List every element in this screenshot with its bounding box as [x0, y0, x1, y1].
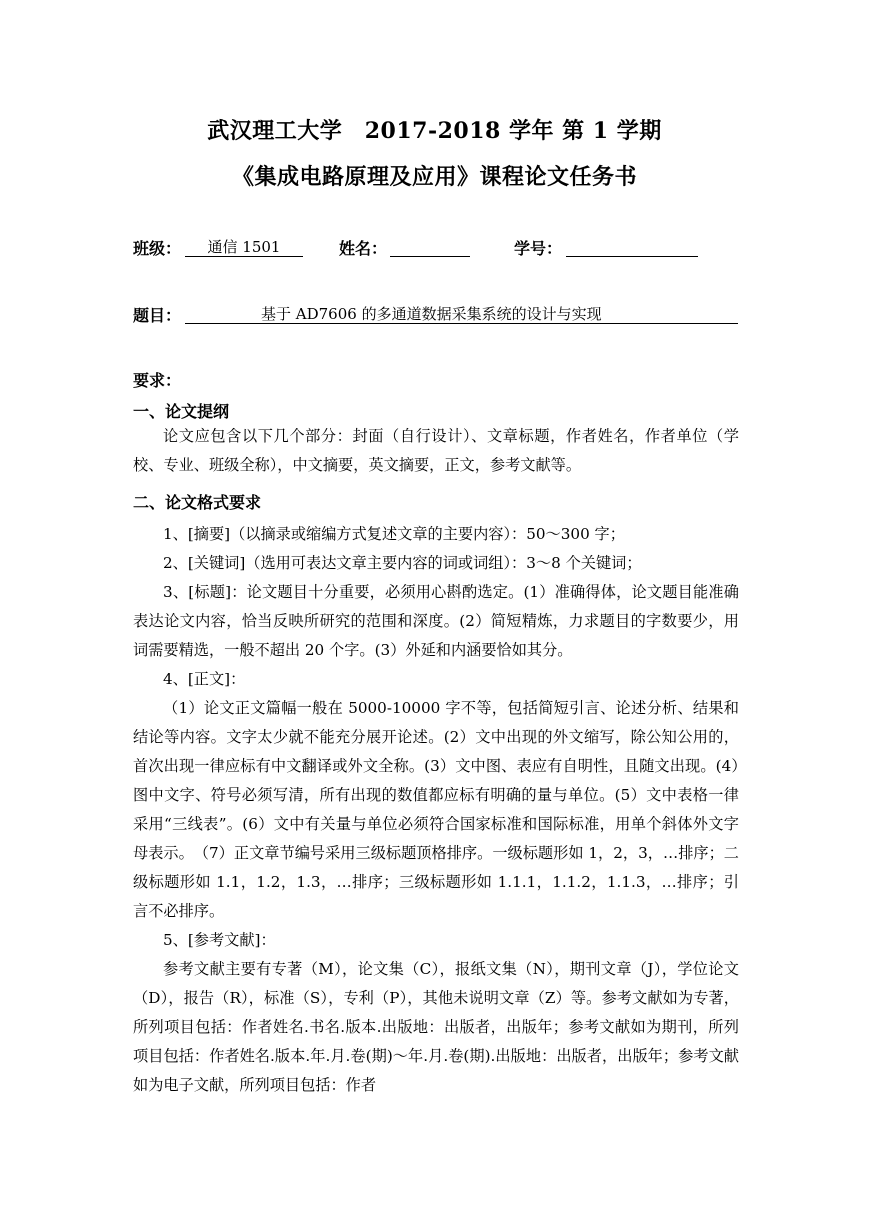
section-1-body [133, 422, 739, 480]
student-id-field [566, 236, 698, 257]
format-item-body-text: （1）论文正文篇幅一般在 5000-10000 字不等，包括简短引言、论述分析、结果和结论等内容。文字太少就不能充分展开论述。(2）文中出现的外文缩写，除公知公用的，首次出现一律应标有中文翻译或外文全称。(3）文中图、表应有自明性，且随文出现。(4）图中文字、符号必须写清，所有出现的数值都应标有明确的量与单位。(5）文中表格一律采用“三线表”。(6）文中有关量与单位必须符合国家标准和国际标准，用单个斜体外文字母表示。 （7）正文章节编号采用三级标题顶格排序。一级标题形如 1，2，3，…排序；二级标题形如 1.1，1.2，1.3，…排序；三级标题形如 1.1.1，1.1.2，1.1.3，…排序；引言不必排序。 [133, 699, 739, 920]
format-item-keywords: 2、[关键词]（选用可表达文章主要内容的词或词组）：3～8 个关键词； [163, 554, 642, 572]
section-1-paragraph: 论文应包含以下几个部分：封面（自行设计）、文章标题，作者姓名，作者单位（学校、专业、班级全称），中文摘要，英文摘要，正文，参考文献等。 [133, 427, 739, 474]
format-item-abstract: 1、[摘要]（以摘录或缩编方式复述文章的主要内容）：50～300 字； [163, 525, 625, 543]
format-item-references-text: 参考文献主要有专著（M），论文集（C），报纸文集（N），期刊文章（J），学位论文（D），报告（R），标准（S），专利（P），其他未说明文章（Z）等。参考文献如为专著，所列项目包括：作者姓名.书名.版本.出版地：出版者，出版年；参考文献如为期刊，所列项目包括：作者姓名.版本.年.月.卷(期)～年.月.卷(期).出版地：出版者，出版年；参考文献如为电子文献，所列项目包括：作者 [133, 960, 739, 1094]
section-1-heading: 一、论文提纲 [133, 402, 230, 421]
document-title-line-2: 《集成电路原理及应用》课程论文任务书 [231, 164, 637, 190]
format-item-title: 3、[标题]：论文题目十分重要，必须用心斟酌选定。(1）准确得体，论文题目能准确表达论文内容，恰当反映所研究的范围和深度。(2）简短精炼，力求题目的字数要少，用词需要精选，一般不超出 20 个字。(3）外延和内涵要恰如其分。 [133, 583, 739, 659]
student-id-label: 学号： [514, 239, 563, 258]
student-info-row [133, 236, 753, 262]
document-title-line-1: 武汉理工大学 2017-2018 学年 第 1 学期 [207, 118, 662, 144]
topic-field [185, 303, 738, 324]
requirements-label: 要求： [133, 371, 182, 390]
section-2-heading: 二、论文格式要求 [133, 493, 262, 512]
topic-label: 题目： [133, 306, 182, 325]
name-field [390, 236, 470, 257]
topic-value: 基于 AD7606 的多通道数据采集系统的设计与实现 [261, 305, 602, 323]
name-label: 姓名： [339, 239, 388, 258]
class-label: 班级： [133, 239, 182, 258]
format-item-body-heading: 4、[正文]： [163, 670, 246, 688]
section-2-body [133, 520, 739, 1100]
class-field: 通信 1501 [185, 236, 303, 257]
format-item-references-heading: 5、[参考文献]： [163, 931, 276, 949]
